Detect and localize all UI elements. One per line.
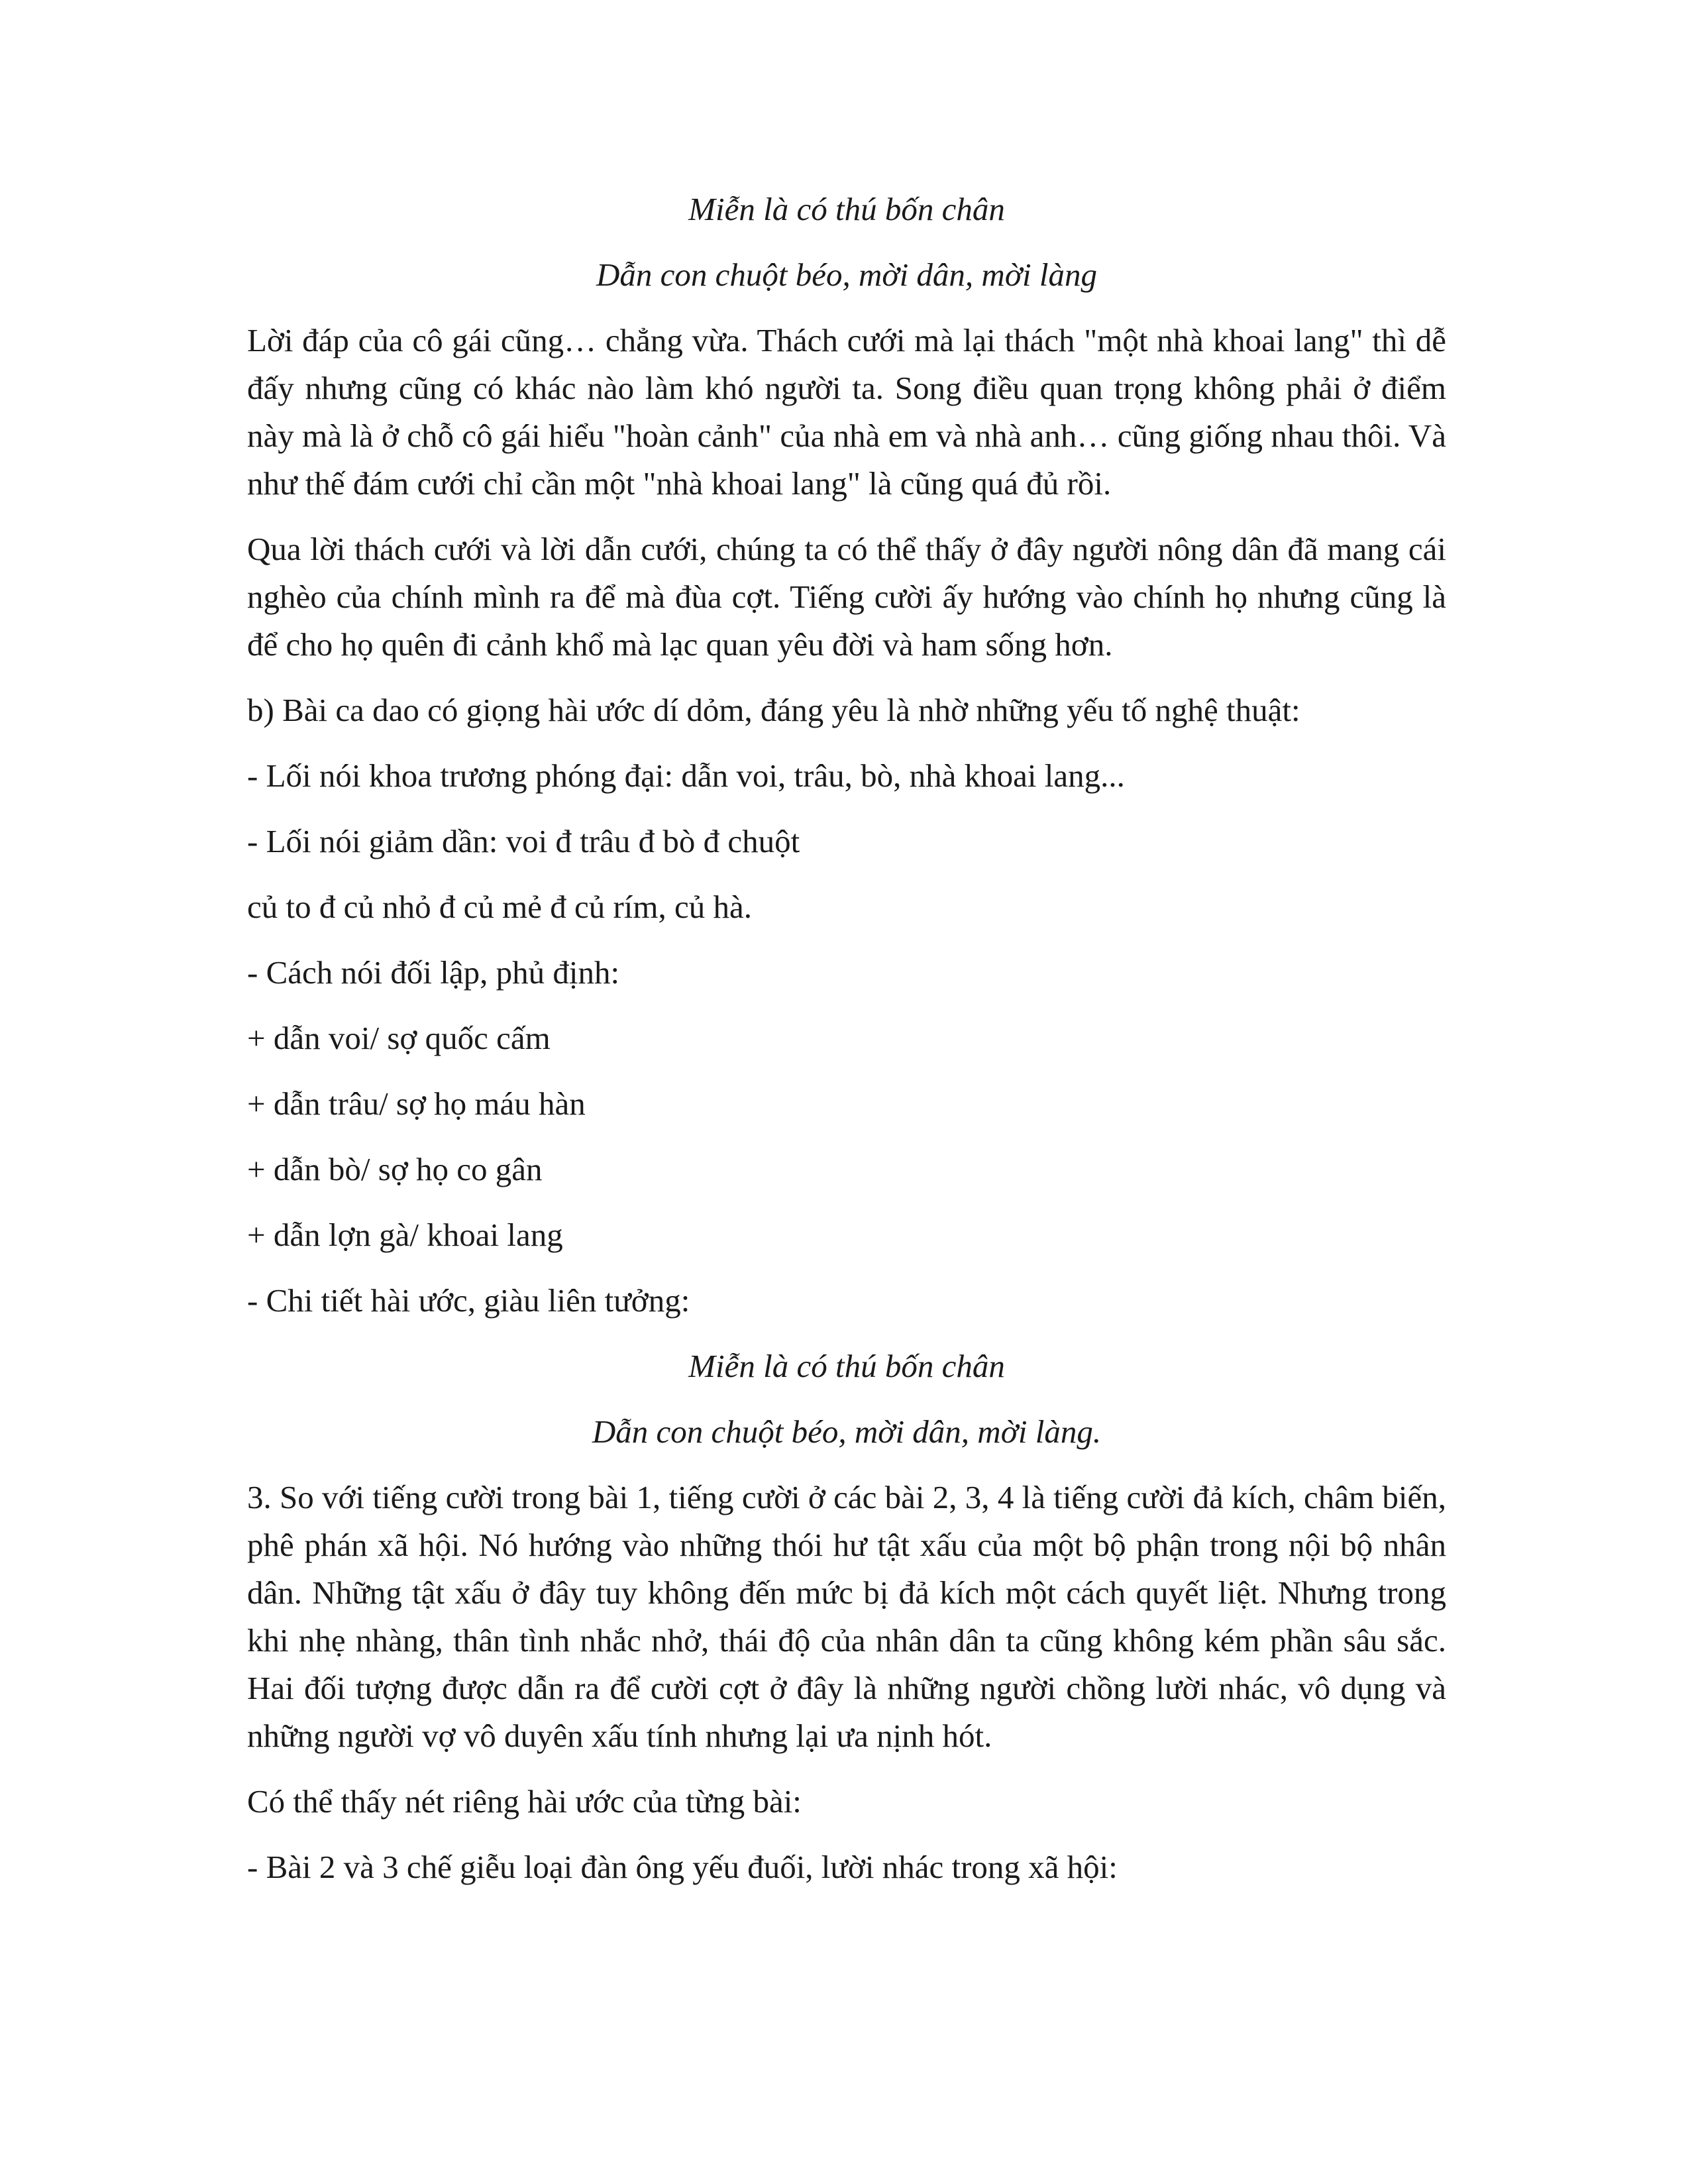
text-line: - Chi tiết hài ước, giàu liên tưởng: bbox=[247, 1282, 690, 1319]
text-line: b) Bài ca dao có giọng hài ước dí dỏm, đáng yêu là nhờ những yếu tố nghệ thuật: bbox=[247, 692, 1300, 728]
paragraph: Lời đáp của cô gái cũng… chẳng vừa. Thách cưới mà lại thách "một nhà khoai lang" thì dễ đấy nhưng cũng có khác nào làm khó người ta. Song điều quan trọng không phải ở điểm này mà là ở chỗ cô gái hiểu "hoàn cảnh" của nhà em và nhà anh… cũng giống nhau thôi. Và như thế đám cưới chỉ cần một "nhà khoai lang" là cũng quá đủ rồi. bbox=[247, 322, 1446, 502]
text-line: - Lối nói khoa trương phóng đại: dẫn voi, trâu, bò, nhà khoai lang... bbox=[247, 757, 1125, 794]
text-line: - Lối nói giảm dần: voi đ trâu đ bò đ chuột bbox=[247, 823, 800, 859]
paragraph: Qua lời thách cưới và lời dẫn cưới, chúng ta có thể thấy ở đây người nông dân đã mang cái nghèo của chính mình ra để mà đùa cợt. Tiếng cười ấy hướng vào chính họ nhưng cũng là để cho họ quên đi cảnh khổ mà lạc quan yêu đời và ham sống hơn. bbox=[247, 531, 1446, 663]
document-page bbox=[247, 186, 1446, 1909]
verse-line: Dẫn con chuột béo, mời dân, mời làng. bbox=[592, 1413, 1102, 1450]
paragraph: 3. So với tiếng cười trong bài 1, tiếng cười ở các bài 2, 3, 4 là tiếng cười đả kích, châm biến, phê phán xã hội. Nó hướng vào những thói hư tật xấu của một bộ phận trong nội bộ nhân dân. Những tật xấu ở đây tuy không đến mức bị đả kích một cách quyết liệt. Nhưng trong khi nhẹ nhàng, thân tình nhắc nhở, thái độ của nhân dân ta cũng không kém phần sâu sắc. Hai đối tượng được dẫn ra để cười cợt ở đây là những người chồng lười nhác, vô dụng và những người vợ vô duyên xấu tính nhưng lại ưa nịnh hót. bbox=[247, 1479, 1446, 1754]
text-line: - Cách nói đối lập, phủ định: bbox=[247, 954, 620, 991]
text-line: + dẫn trâu/ sợ họ máu hàn bbox=[247, 1085, 586, 1122]
text-line: + dẫn bò/ sợ họ co gân bbox=[247, 1151, 543, 1187]
text-line: + dẫn lợn gà/ khoai lang bbox=[247, 1217, 563, 1253]
text-line: + dẫn voi/ sợ quốc cấm bbox=[247, 1020, 551, 1056]
verse-line: Miễn là có thú bốn chân bbox=[688, 1348, 1005, 1384]
verse-line: Dẫn con chuột béo, mời dân, mời làng bbox=[596, 256, 1097, 293]
verse-line: Miễn là có thú bốn chân bbox=[688, 191, 1005, 227]
text-line: củ to đ củ nhỏ đ củ mẻ đ củ rím, củ hà. bbox=[247, 889, 753, 925]
text-line: Có thể thấy nét riêng hài ước của từng bài: bbox=[247, 1783, 802, 1820]
text-line: - Bài 2 và 3 chế giễu loại đàn ông yếu đuối, lười nhác trong xã hội: bbox=[247, 1849, 1118, 1885]
